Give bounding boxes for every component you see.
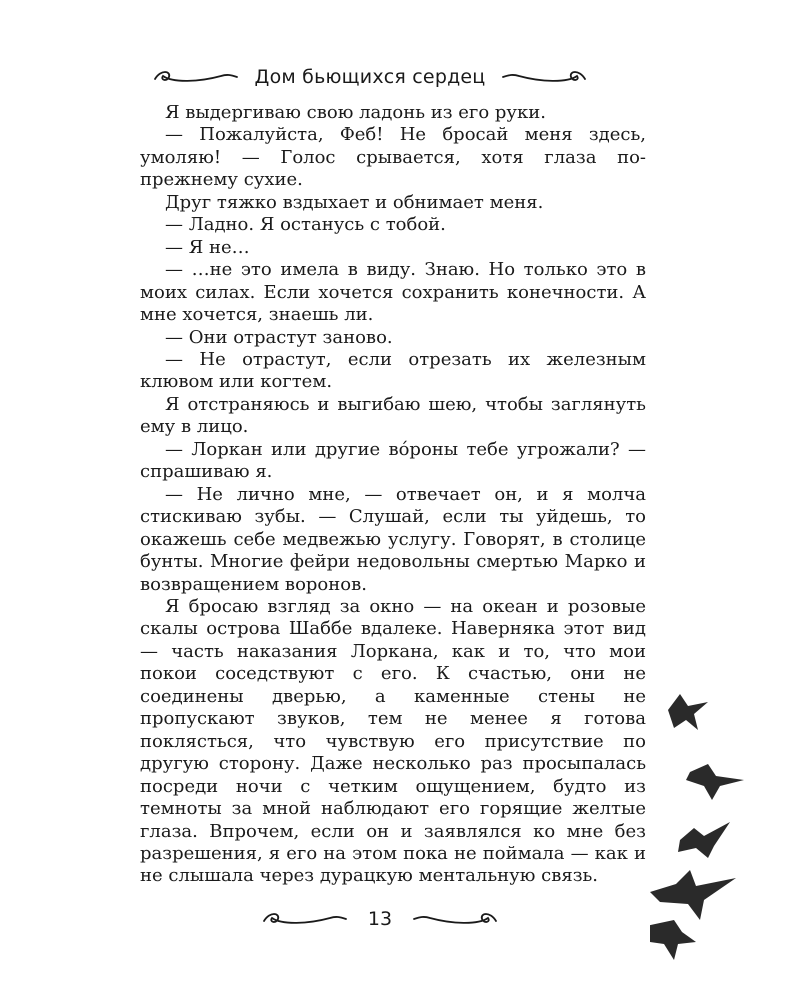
- crow-silhouette-icon: [650, 920, 696, 960]
- crow-silhouette-icon: [678, 822, 730, 858]
- paragraph: Я отстраняюсь и выгибаю шею, чтобы заглянуть ему в лицо.: [140, 393, 646, 438]
- body-text: [140, 102, 646, 888]
- flourish-right-icon: [499, 67, 589, 87]
- flourish-left-icon: [151, 67, 241, 87]
- paragraph: — Пожалуйста, Феб! Не бросай меня здесь, умоляю! — Голос срывается, хотя глаза по-прежнему сухие.: [140, 124, 646, 191]
- flourish-right-icon: [410, 909, 500, 929]
- flourish-left-icon: [260, 909, 350, 929]
- paragraph: Друг тяжко вздыхает и обнимает меня.: [165, 191, 544, 213]
- paragraph: — Лоркан или другие во́роны тебе угрожали? — спрашиваю я.: [140, 438, 646, 483]
- paragraph: Я выдергиваю свою ладонь из его руки.: [165, 102, 546, 123]
- paragraph: — Ладно. Я останусь с тобой.: [165, 214, 446, 236]
- crow-birds-illustration: [650, 680, 800, 970]
- crow-silhouette-icon: [686, 764, 744, 800]
- paragraph: — Не лично мне, — отвечает он, и я молча стискиваю зубы. — Слушай, если ты уйдешь, то окажешь себе медвежью услугу. Говорят, в столице бунты. Многие фейри недовольны смертью Марко и возвращением воронов.: [140, 483, 646, 595]
- page-number: 13: [367, 908, 393, 930]
- crow-silhouette-icon: [668, 694, 708, 730]
- book-title: Дом бьющихся сердец: [254, 66, 486, 88]
- running-header: [140, 60, 600, 94]
- paragraph: Я бросаю взгляд за окно — на океан и розовые скалы острова Шаббе вдалеке. Наверняка этот вид — часть наказания Лоркана, как и то, что мои покои соседствуют с его. К счастью, они не соединены дверью, а каменные стены не пропускают звуков, тем не менее я готова поклясться, что чувствую его присутствие по другую сторону. Даже несколько раз просыпалась посреди ночи с четким ощущением, будто из темноты за мной наблюдают его горящие желтые глаза. Впрочем, если он и заявлялся ко мне без разрешения, я его на этом пока не поймала — как и не слышала через дурацкую ментальную связь.: [140, 595, 646, 887]
- paragraph: — Я не…: [165, 236, 250, 258]
- crow-silhouette-icon: [650, 870, 736, 920]
- paragraph: — Не отрастут, если отрезать их железным клювом или когтем.: [140, 348, 646, 393]
- paragraph: — Они отрастут заново.: [165, 326, 393, 348]
- paragraph: — …не это имела в виду. Знаю. Но только это в моих силах. Если хочется сохранить конечности. А мне хочется, знаешь ли.: [140, 259, 646, 326]
- page-footer: [250, 902, 510, 936]
